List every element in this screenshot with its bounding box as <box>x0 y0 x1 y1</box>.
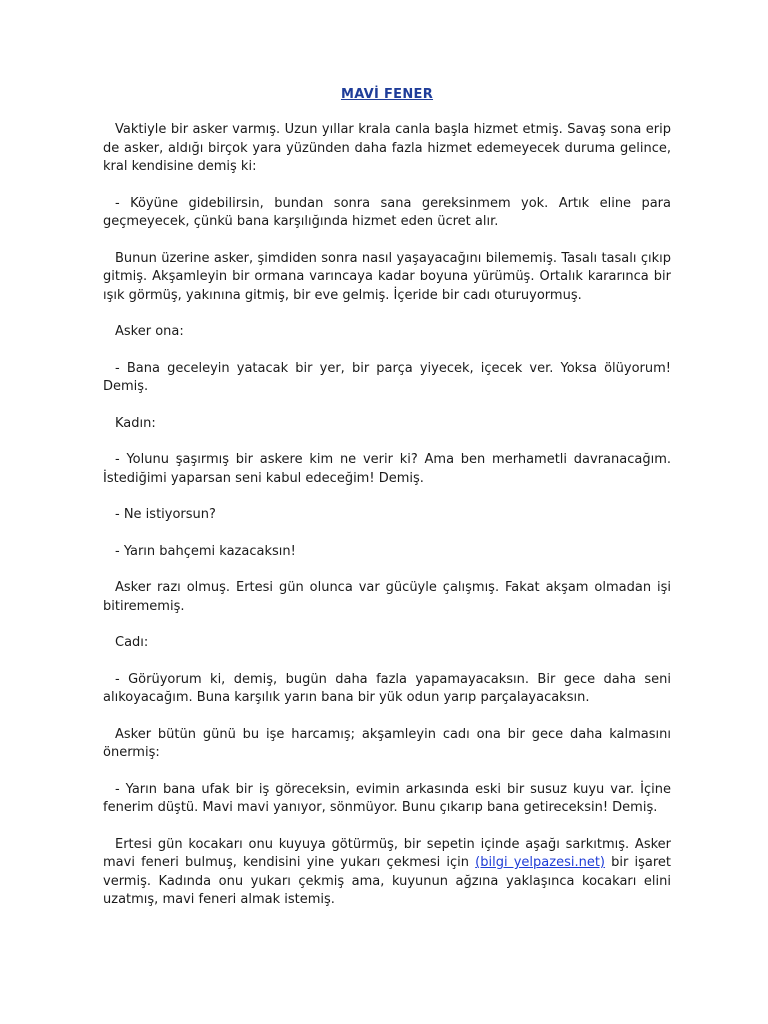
document-title: MAVİ FENER <box>340 87 434 102</box>
paragraph-text-before-link: Ertesi gün kocakarı onu kuyuya götürmüş, bir sepetin içinde aşağı sarkıtmış. Asker mavi feneri bulmuş, kendisini yine yukarı çekmesi için <box>103 836 671 870</box>
paragraph: Bunun üzerine asker, şimdiden sonra nasıl yaşayacağını bilememiş. Tasalı tasalı çıkıp gitmiş. Akşamleyin bir ormana varıncaya kadar boyuna yürümüş. Ortalık kararınca bir ışık görmüş, yakınına gitmiş, bir eve gelmiş. İçeride bir cadı oturuyormuş. <box>103 250 671 303</box>
paragraph: - Yarın bana ufak bir iş göreceksin, evimin arkasında eski bir susuz kuyu var. İçine fenerim düştü. Mavi mavi yanıyor, sönmüyor. Bunu çıkarıp bana getireceksin! Demiş. <box>103 781 671 815</box>
paragraph: - Bana geceleyin yatacak bir yer, bir parça yiyecek, içecek ver. Yoksa ölüyorum! Demiş. <box>103 360 671 394</box>
paragraph: Asker bütün günü bu işe harcamış; akşamleyin cadı ona bir gece daha kalmasını önermiş: <box>103 726 671 760</box>
paragraph: - Yolunu şaşırmış bir askere kim ne verir ki? Ama ben merhametli davranacağım. İstediğimi yaparsan seni kabul edeceğim! Demiş. <box>103 452 671 486</box>
document-page <box>103 86 671 928</box>
paragraph: - Yarın bahçemi kazacaksın! <box>115 543 296 559</box>
paragraph: Cadı: <box>115 635 149 650</box>
paragraph: Kadın: <box>115 415 156 431</box>
paragraph: - Görüyorum ki, demiş, bugün daha fazla yapamayacaksın. Bir gece daha seni alıkoyacağım. Buna karşılık yarın bana bir yük odun yarıp parçalayacaksın. <box>103 671 671 705</box>
paragraph: Asker ona: <box>115 324 184 339</box>
paragraph-with-link <box>103 836 671 910</box>
paragraph: Asker razı olmuş. Ertesi gün olunca var gücüyle çalışmış. Fakat akşam olmadan işi bitirememiş. <box>103 580 671 614</box>
paragraph-text-after-link: bir işaret vermiş. Kadında onu yukarı çekmiş ama, kuyunun ağzına yaklaşınca kocakarı elini uzatmış, mavi feneri almak istemiş. <box>103 855 671 907</box>
source-link[interactable]: (bilgi yelpazesi.net) <box>475 855 605 870</box>
paragraph: Vaktiyle bir asker varmış. Uzun yıllar krala canla başla hizmet etmiş. Savaş sona erip de asker, aldığı birçok yara yüzünden daha fazla hizmet edemeyecek duruma gelince, kral kendisine demiş ki: <box>103 122 671 174</box>
paragraph: - Ne istiyorsun? <box>115 507 216 522</box>
paragraph: - Köyüne gidebilirsin, bundan sonra sana gereksinmem yok. Artık eline para geçmeyecek, çünkü bana karşılığında hizmet eden ücret alır. <box>103 195 671 229</box>
